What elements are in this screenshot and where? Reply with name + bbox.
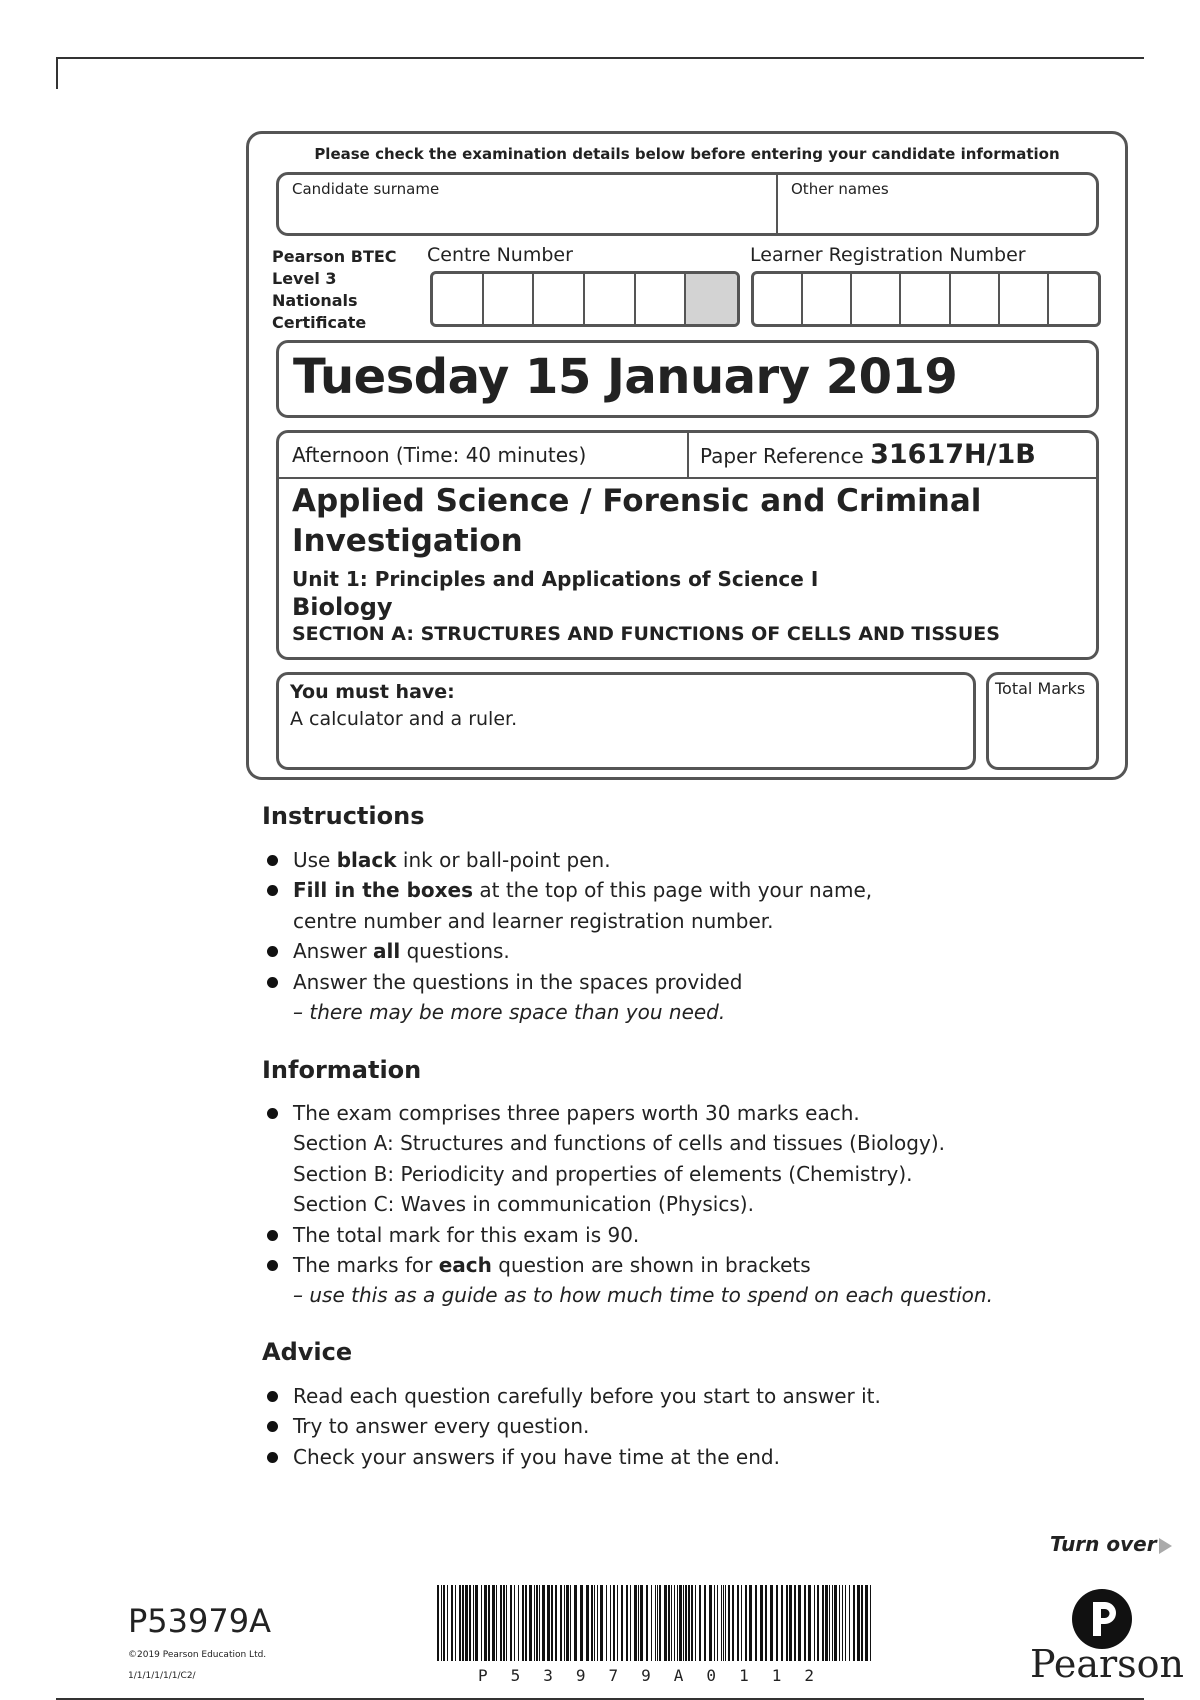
barcode-bar — [814, 1585, 815, 1661]
centre-number-input[interactable] — [430, 271, 740, 327]
paper-reference-code: 31617H/1B — [870, 439, 1036, 470]
text-bold: each — [438, 1253, 492, 1278]
barcode-bar — [539, 1585, 540, 1661]
barcode-bar — [522, 1585, 524, 1661]
must-have-text: A calculator and a ruler. — [290, 708, 518, 730]
subject-title — [292, 481, 1052, 561]
must-have-title: You must have: — [290, 681, 455, 703]
barcode-bar — [462, 1585, 464, 1661]
barcode-bar — [839, 1585, 840, 1661]
subject-line-2: Investigation — [292, 523, 523, 559]
learner-registration-input[interactable] — [751, 271, 1101, 327]
centre-number-cell[interactable] — [484, 274, 535, 324]
barcode-bar — [529, 1585, 532, 1661]
barcode-bar — [723, 1585, 724, 1661]
barcode-bar — [709, 1585, 712, 1661]
barcode-bar — [737, 1585, 739, 1661]
instructions-list — [264, 845, 1084, 1027]
learner-number-cell[interactable] — [1049, 274, 1098, 324]
subject-line-1: Applied Science / Forensic and Criminal — [292, 483, 982, 519]
barcode-bar — [770, 1585, 773, 1661]
text: centre number and learner registration number. — [293, 908, 774, 933]
barcode-bar — [825, 1585, 828, 1661]
text: ink or ball-point pen. — [396, 848, 611, 872]
text-bold: Fill in the boxes — [293, 878, 473, 903]
barcode-bar — [459, 1585, 461, 1661]
turn-over-label: Turn over — [1050, 1532, 1157, 1556]
text: question are shown in brackets — [491, 1253, 811, 1278]
check-note: Please check the examination details below before entering your candidate information — [314, 145, 1060, 163]
barcode-bar — [776, 1585, 778, 1661]
text: The total mark for this exam is 90. — [293, 1222, 640, 1247]
barcode-bar — [638, 1585, 639, 1661]
advice-list — [264, 1381, 1084, 1472]
barcode-bar — [685, 1585, 687, 1661]
learner-number-cell[interactable] — [1000, 274, 1049, 324]
list-item — [264, 967, 1084, 1028]
text: Answer the questions in the spaces provided — [293, 969, 743, 994]
top-rule — [56, 57, 1144, 59]
barcode-bar — [728, 1585, 730, 1661]
barcode-bar — [525, 1585, 527, 1661]
learner-number-cell[interactable] — [803, 274, 852, 324]
barcode-bar — [621, 1585, 623, 1661]
text: Section A: Structures and functions of cells and tissues (Biology). — [293, 1131, 945, 1156]
barcode-bar — [492, 1585, 495, 1661]
information-list — [264, 1098, 1084, 1311]
unit-title: Unit 1: Principles and Applications of Science I — [292, 567, 819, 591]
info-col-divider — [687, 433, 689, 477]
qualification-line: Certificate — [272, 313, 367, 332]
centre-number-shaded-cell — [686, 274, 737, 324]
barcode-bar — [591, 1585, 593, 1661]
barcode-bar — [804, 1585, 806, 1661]
barcode-bar — [551, 1585, 553, 1661]
barcode-bar — [691, 1585, 693, 1661]
centre-number-label: Centre Number — [427, 244, 573, 266]
barcode-bar — [765, 1585, 767, 1661]
text-bold: black — [336, 848, 397, 872]
barcode-bar — [518, 1585, 519, 1661]
paper-reference-label: Paper Reference — [700, 444, 864, 468]
list-item — [264, 1098, 1084, 1220]
barcode-bar — [570, 1585, 571, 1661]
text-italic: – there may be more space than you need. — [293, 1000, 726, 1025]
centre-number-cell[interactable] — [585, 274, 636, 324]
barcode-bar — [651, 1585, 652, 1661]
barcode-bar — [725, 1585, 726, 1661]
exam-date: Tuesday 15 January 2019 — [293, 349, 958, 405]
total-marks-label: Total Marks — [995, 679, 1086, 698]
barcode-bar — [597, 1585, 598, 1661]
barcode-bar — [865, 1585, 868, 1661]
barcode-bar — [861, 1585, 863, 1661]
barcode-bar — [443, 1585, 445, 1661]
barcode-bar — [613, 1585, 615, 1661]
barcode-bar — [646, 1585, 648, 1661]
barcode-bar — [634, 1585, 637, 1661]
pearson-wordmark: Pearson — [1030, 1642, 1185, 1686]
barcode-bar — [677, 1585, 678, 1661]
name-divider — [776, 175, 778, 233]
barcode-bar — [849, 1585, 850, 1661]
total-marks-box — [986, 672, 1099, 770]
advice-heading: Advice — [262, 1338, 353, 1366]
learner-registration-label: Learner Registration Number — [750, 244, 1026, 266]
instructions-heading: Instructions — [262, 802, 425, 830]
qualification-line: Pearson BTEC — [272, 247, 397, 266]
centre-number-cell[interactable] — [433, 274, 484, 324]
list-item — [264, 875, 1084, 936]
barcode-bar — [845, 1585, 846, 1661]
barcode-bar — [674, 1585, 675, 1661]
barcode-bar — [832, 1585, 833, 1661]
barcode-bar — [547, 1585, 550, 1661]
list-item: Try to answer every question. — [264, 1411, 1084, 1441]
barcode-bar — [496, 1585, 497, 1661]
paper-code: P53979A — [128, 1602, 271, 1640]
barcode-bar — [626, 1585, 628, 1661]
other-names-field[interactable]: Other names — [791, 180, 889, 198]
barcode-bar — [789, 1585, 792, 1661]
barcode-bar — [714, 1585, 715, 1661]
list-item — [264, 1220, 1084, 1250]
barcode-bar — [640, 1585, 643, 1661]
barcode-bar — [560, 1585, 562, 1661]
list-item — [264, 936, 1084, 966]
list-item — [264, 1250, 1084, 1311]
barcode-bar — [853, 1585, 855, 1661]
candidate-surname-field[interactable]: Candidate surname — [292, 180, 440, 198]
barcode-bar — [555, 1585, 557, 1661]
subject-area: Biology — [292, 593, 393, 621]
text: Use — [293, 848, 337, 872]
session-time: Afternoon (Time: 40 minutes) — [292, 443, 587, 467]
barcode-bar — [451, 1585, 453, 1661]
barcode-bar — [817, 1585, 819, 1661]
barcode-bar — [580, 1585, 583, 1661]
barcode-bar — [749, 1585, 752, 1661]
text: The exam comprises three papers worth 30 marks each. — [293, 1101, 860, 1125]
barcode-bar — [488, 1585, 490, 1661]
copyright: ©2019 Pearson Education Ltd. — [128, 1650, 267, 1660]
barcode-bar — [481, 1585, 482, 1661]
barcode-bar — [475, 1585, 478, 1661]
text: Section B: Periodicity and properties of elements (Chemistry). — [293, 1161, 913, 1186]
barcode-bar — [600, 1585, 603, 1661]
barcode-bar — [664, 1585, 667, 1661]
barcode-bar — [794, 1585, 796, 1661]
list-item: Check your answers if you have time at the end. — [264, 1442, 1084, 1472]
must-have-box — [276, 672, 976, 770]
barcode-text: P53979A0112 — [478, 1666, 837, 1685]
paper-reference — [700, 439, 1036, 470]
pearson-logo-icon — [1071, 1588, 1133, 1650]
barcode-bar — [630, 1585, 631, 1661]
section-title: SECTION A: STRUCTURES AND FUNCTIONS OF CELLS AND TISSUES — [292, 623, 1000, 645]
barcode-bar — [506, 1585, 507, 1661]
barcode-bar — [671, 1585, 672, 1661]
barcode-bar — [717, 1585, 718, 1661]
barcode-bar — [704, 1585, 706, 1661]
centre-number-cell[interactable] — [534, 274, 585, 324]
barcode-bar — [617, 1585, 618, 1661]
list-item: Read each question carefully before you start to answer it. — [264, 1381, 1084, 1411]
information-heading: Information — [262, 1056, 422, 1084]
text: Answer — [293, 939, 374, 964]
barcode-bar — [574, 1585, 577, 1661]
barcode-bar — [781, 1585, 783, 1661]
barcode-bar — [484, 1585, 487, 1661]
barcode-bar — [668, 1585, 670, 1661]
barcode-bar — [564, 1585, 565, 1661]
barcode-bar — [683, 1585, 684, 1661]
barcode-bar — [566, 1585, 569, 1661]
barcode-bar — [829, 1585, 830, 1661]
qualification-line: Nationals — [272, 291, 358, 310]
barcode-bar — [465, 1585, 468, 1661]
learner-number-cell[interactable] — [754, 274, 803, 324]
barcode-bar — [699, 1585, 701, 1661]
barcode-bar — [755, 1585, 757, 1661]
barcode-bar — [510, 1585, 512, 1661]
centre-number-cell[interactable] — [636, 274, 687, 324]
barcode-bar — [834, 1585, 837, 1661]
barcode-bar — [473, 1585, 474, 1661]
text-italic: – use this as a guide as to how much time to spend on each question. — [293, 1283, 993, 1308]
list-item — [264, 845, 1084, 875]
barcode-bar — [741, 1585, 742, 1661]
barcode-bar — [745, 1585, 747, 1661]
barcode-bar — [594, 1585, 595, 1661]
barcode-bar — [721, 1585, 722, 1661]
text: The marks for — [293, 1253, 439, 1278]
barcode-bar — [606, 1585, 607, 1661]
barcode-bar — [441, 1585, 442, 1661]
barcode-bar — [798, 1585, 801, 1661]
barcode-bar — [437, 1585, 439, 1661]
barcode-bar — [657, 1585, 658, 1661]
candidate-name-box — [276, 172, 1099, 236]
barcode-bar — [679, 1585, 682, 1661]
learner-number-cell[interactable] — [852, 274, 901, 324]
barcode-bar — [695, 1585, 696, 1661]
barcode-bar — [659, 1585, 661, 1661]
barcode-bar — [857, 1585, 860, 1661]
barcode-bar — [503, 1585, 505, 1661]
learner-number-cell[interactable] — [901, 274, 950, 324]
barcode-bar — [808, 1585, 811, 1661]
exam-info-box — [276, 430, 1099, 660]
print-reference: 1/1/1/1/1/1/C2/ — [128, 1671, 196, 1681]
text-bold: all — [373, 939, 401, 964]
barcode-bar — [500, 1585, 502, 1661]
barcode-bar — [732, 1585, 734, 1661]
barcode-bar — [842, 1585, 843, 1661]
candidate-details-panel — [246, 131, 1128, 780]
qualification-title — [272, 246, 397, 334]
barcode — [437, 1585, 873, 1675]
info-row-divider — [279, 477, 1096, 479]
qualification-line: Level 3 — [272, 269, 337, 288]
barcode-bar — [469, 1585, 471, 1661]
barcode-bar — [610, 1585, 611, 1661]
barcode-bar — [542, 1585, 545, 1661]
barcode-bar — [514, 1585, 515, 1661]
barcode-bar — [586, 1585, 589, 1661]
barcode-bar — [870, 1585, 871, 1661]
exam-date-box — [276, 340, 1099, 418]
turn-over-arrow-icon — [1159, 1538, 1172, 1554]
barcode-bar — [688, 1585, 690, 1661]
barcode-bar — [455, 1585, 456, 1661]
barcode-bar — [447, 1585, 448, 1661]
top-rule-corner — [56, 57, 58, 89]
learner-number-cell[interactable] — [951, 274, 1000, 324]
text: questions. — [400, 939, 510, 964]
barcode-bar — [534, 1585, 535, 1661]
barcode-bar — [822, 1585, 824, 1661]
barcode-bar — [536, 1585, 538, 1661]
barcode-bar — [786, 1585, 788, 1661]
barcode-bar — [760, 1585, 763, 1661]
barcode-bar — [655, 1585, 656, 1661]
text: at the top of this page with your name, — [473, 878, 873, 903]
text: Section C: Waves in communication (Physics). — [293, 1192, 754, 1217]
